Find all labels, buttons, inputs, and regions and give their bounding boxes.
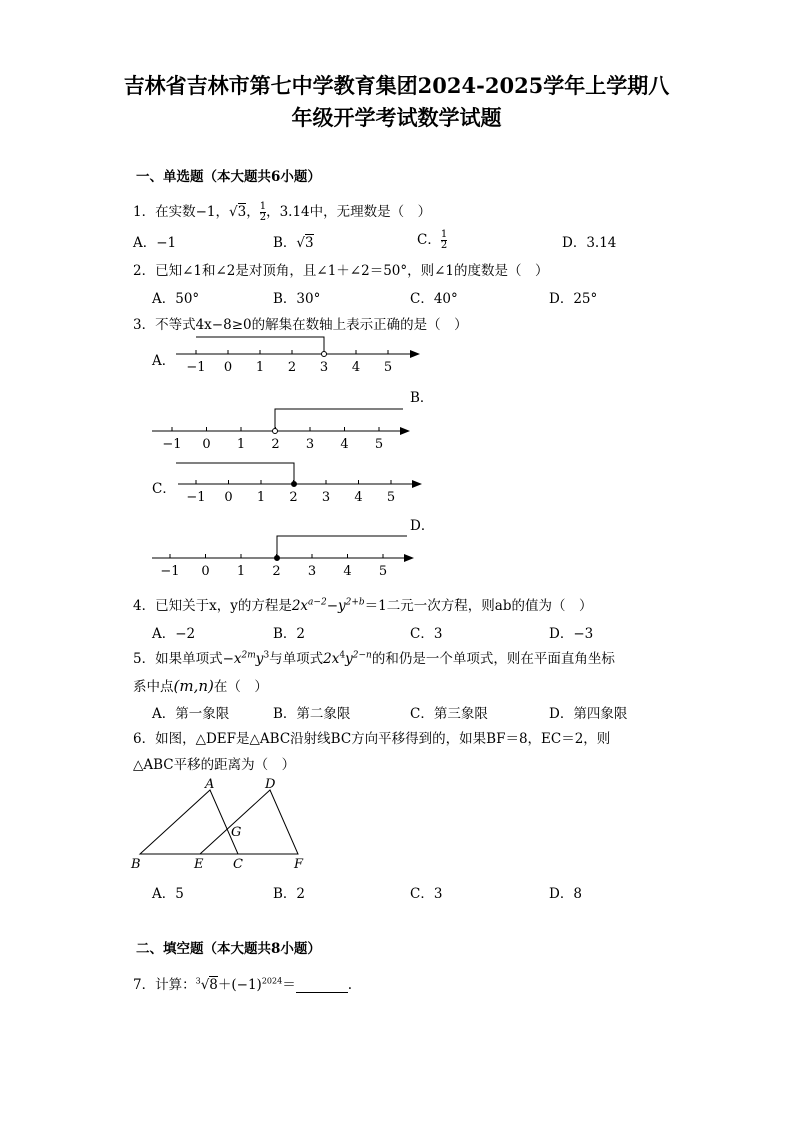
translation-triangle-diagram (128, 776, 318, 874)
q1-option-c[interactable]: C． $\frac{1}{2}$ (417, 229, 448, 251)
tick-label: 4 (354, 490, 363, 505)
q2-option-a[interactable]: A．50° (152, 291, 200, 307)
question-4-stem: 4．已知关于x，y的方程是$2x^{a-2}-y^{2+b}=1$二元一次方程，则ab的值为（ ） (133, 597, 593, 614)
section-heading-single-choice: 一、单选题（本大题共6小题） (136, 169, 321, 185)
q2-option-d[interactable]: D．25° (549, 291, 598, 307)
question-5-stem-line1: 5．如果单项式$-x^{2m}y^3$与单项式$2x^4y^{2-n}$的和仍是一个单项式，则在平面直角坐标 (133, 650, 615, 667)
tick-label: 2 (289, 490, 298, 505)
question-2-stem: 2．已知∠1和∠2是对顶角，且∠1＋∠2＝50°，则∠1的度数是（ ） (133, 263, 549, 279)
tick-label: −1 (186, 490, 206, 505)
tick-label: 4 (351, 360, 361, 375)
q3-option-c-label[interactable]: C． (152, 481, 176, 497)
number-line-option-d (148, 532, 420, 580)
tick-label: 3 (321, 490, 331, 505)
q4-option-a[interactable]: A．−2 (152, 626, 196, 642)
q6-option-d[interactable]: D．8 (549, 886, 582, 902)
question-6-stem-line1: 6．如图，△DEF是△ABC沿射线BC方向平移得到的，如果BF＝8，EC＝2，则 (133, 731, 611, 747)
tick-label: 2 (271, 437, 280, 452)
q5-option-b[interactable]: B．第二象限 (273, 706, 351, 722)
number-line-option-c (172, 458, 432, 506)
q6-option-b[interactable]: B．2 (273, 886, 306, 902)
q4-option-d[interactable]: D．−3 (549, 626, 594, 642)
q1-text-c: ，3.14中，无理数是（ ） (266, 204, 432, 220)
q1-text-b: −1， (195, 204, 229, 220)
tick-label: 2 (287, 360, 297, 375)
tick-label: 1 (236, 437, 246, 452)
q1-option-b[interactable]: B．√3 (273, 235, 314, 251)
tick-label: 3 (305, 437, 315, 452)
tick-label: 3 (307, 564, 317, 579)
document-title-line1: 吉林省吉林市第七中学教育集团2024-2025学年上学期八 (123, 73, 670, 98)
tick-label: 1 (236, 564, 246, 579)
question-number: 1． (133, 204, 156, 220)
point-a-label: A (205, 777, 215, 792)
open-dot (322, 352, 327, 357)
tick-label: 5 (383, 360, 393, 375)
point-g-label: G (231, 825, 242, 840)
tick-label: 0 (201, 564, 210, 579)
tick-label: −1 (186, 360, 206, 375)
tick-label: 5 (378, 564, 388, 579)
q3-option-d-label[interactable]: D． (410, 518, 435, 534)
sqrt-symbol: √ (296, 235, 306, 251)
point-d-label: D (265, 777, 276, 792)
q5-option-c[interactable]: C．第三象限 (410, 706, 488, 722)
q6-option-c[interactable]: C．3 (410, 886, 443, 902)
document-title-line2: 年级开学考试数学试题 (291, 105, 502, 130)
tick-label: 5 (374, 437, 384, 452)
q1-text-a: 在实数 (155, 204, 196, 220)
q1-sqrt-value: 3 (237, 204, 247, 220)
number-line-option-b (148, 405, 418, 453)
q4-option-b[interactable]: B．2 (273, 626, 306, 642)
q1-option-d[interactable]: D．3.14 (562, 235, 617, 251)
closed-dot (275, 556, 280, 561)
question-5-stem-line2: 系中点(m,n)在（ ） (133, 677, 268, 695)
tick-label: 0 (224, 490, 233, 505)
q5-option-a[interactable]: A．第一象限 (152, 706, 230, 722)
point-e-label: E (194, 857, 204, 872)
tick-label: 3 (319, 360, 329, 375)
tick-label: 1 (256, 490, 266, 505)
tick-label: −1 (162, 437, 182, 452)
q5-option-d[interactable]: D．第四象限 (549, 706, 628, 722)
question-6-stem-line2: △ABC平移的距离为（ ） (133, 757, 296, 773)
sqrt-symbol: √ (229, 204, 238, 220)
q1-option-a[interactable]: A．−1 (133, 235, 177, 251)
tick-label: 2 (272, 564, 281, 579)
q4-option-c[interactable]: C．3 (410, 626, 443, 642)
closed-dot (292, 482, 297, 487)
question-1-stem: 1．在实数−1，√3， $\frac{1}{2}$ ，3.14中，无理数是（ ） (133, 201, 432, 223)
q2-option-b[interactable]: B．30° (273, 291, 321, 307)
q3-option-a-label[interactable]: A． (152, 353, 176, 369)
point-b-label: B (131, 857, 141, 872)
triangle-abc (140, 790, 238, 854)
q2-option-c[interactable]: C．40° (410, 291, 458, 307)
section-heading-fill-blank: 二、填空题（本大题共8小题） (136, 941, 321, 957)
tick-label: 0 (223, 360, 233, 375)
tick-label: 4 (340, 437, 349, 452)
question-3-stem: 3．不等式4x−8≥0的解集在数轴上表示正确的是（ ） (133, 317, 468, 333)
point-c-label: C (233, 857, 243, 872)
fraction-half: $\frac{1}{2}$ (259, 201, 267, 223)
number-line-option-a (170, 333, 430, 378)
question-7-stem: 7．计算：$^3√8+(-1)^{2024}=$ . (133, 976, 352, 993)
point-f-label: F (294, 857, 304, 872)
tick-label: −1 (160, 564, 180, 579)
tick-label: 5 (386, 490, 396, 505)
tick-label: 4 (343, 564, 352, 579)
q6-option-a[interactable]: A．5 (152, 886, 184, 902)
tick-label: 1 (255, 360, 265, 375)
open-dot (273, 429, 278, 434)
answer-blank[interactable] (296, 980, 348, 993)
q3-option-b-label[interactable]: B． (410, 390, 434, 406)
sqrt-symbol: √ (200, 977, 210, 993)
tick-label: 0 (202, 437, 211, 452)
